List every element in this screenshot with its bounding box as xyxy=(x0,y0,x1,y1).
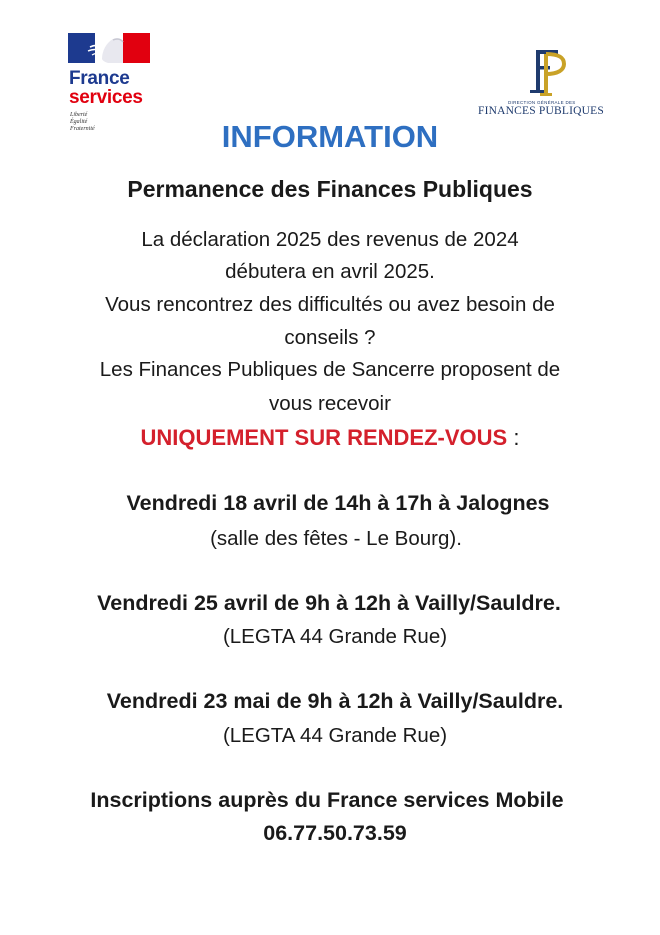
session-title: Vendredi 18 avril de 14h à 17h à Jalognes xyxy=(126,491,550,515)
intro-line: La déclaration 2025 des revenus de 2024 xyxy=(141,228,519,251)
dgfip-big-text: FINANCES PUBLIQUES xyxy=(478,105,604,117)
dgfip-small-text: DIRECTION GÉNÉRALE DES xyxy=(508,100,576,105)
session-title: Vendredi 23 mai de 9h à 12h à Vailly/Sauldre. xyxy=(106,689,564,713)
session-place: (LEGTA 44 Grande Rue) xyxy=(222,625,448,648)
fp-monogram-icon xyxy=(526,44,576,98)
dgfip-logo xyxy=(478,44,618,124)
republic-motto: Liberté Égalité Fraternité xyxy=(70,112,95,132)
intro-line: Vous rencontrez des difficultés ou avez besoin de xyxy=(105,293,555,316)
appointment-only-text: UNIQUEMENT SUR RENDEZ-VOUS xyxy=(140,425,508,450)
logo-text-france: France xyxy=(69,68,130,89)
session-place: (salle des fêtes - Le Bourg). xyxy=(210,527,462,550)
france-services-logo xyxy=(68,33,168,132)
marianne-flag-icon xyxy=(68,33,150,63)
page-title: INFORMATION xyxy=(221,119,439,154)
logo-text-services: services xyxy=(69,87,143,108)
appointment-only-notice xyxy=(0,425,660,451)
intro-line: conseils ? xyxy=(284,326,376,349)
intro-line: vous recevoir xyxy=(269,392,391,415)
intro-line: Les Finances Publiques de Sancerre proposent de xyxy=(99,358,561,381)
session-title: Vendredi 25 avril de 9h à 12h à Vailly/Sauldre. xyxy=(97,591,561,615)
page-subtitle: Permanence des Finances Publiques xyxy=(127,176,533,202)
appointment-colon: : xyxy=(507,425,520,450)
phone-number: 06.77.50.73.59 xyxy=(263,821,407,845)
session-place: (LEGTA 44 Grande Rue) xyxy=(222,724,448,747)
intro-line: débutera en avril 2025. xyxy=(225,260,435,283)
registration-text: Inscriptions auprès du France services Mobile xyxy=(90,788,564,812)
